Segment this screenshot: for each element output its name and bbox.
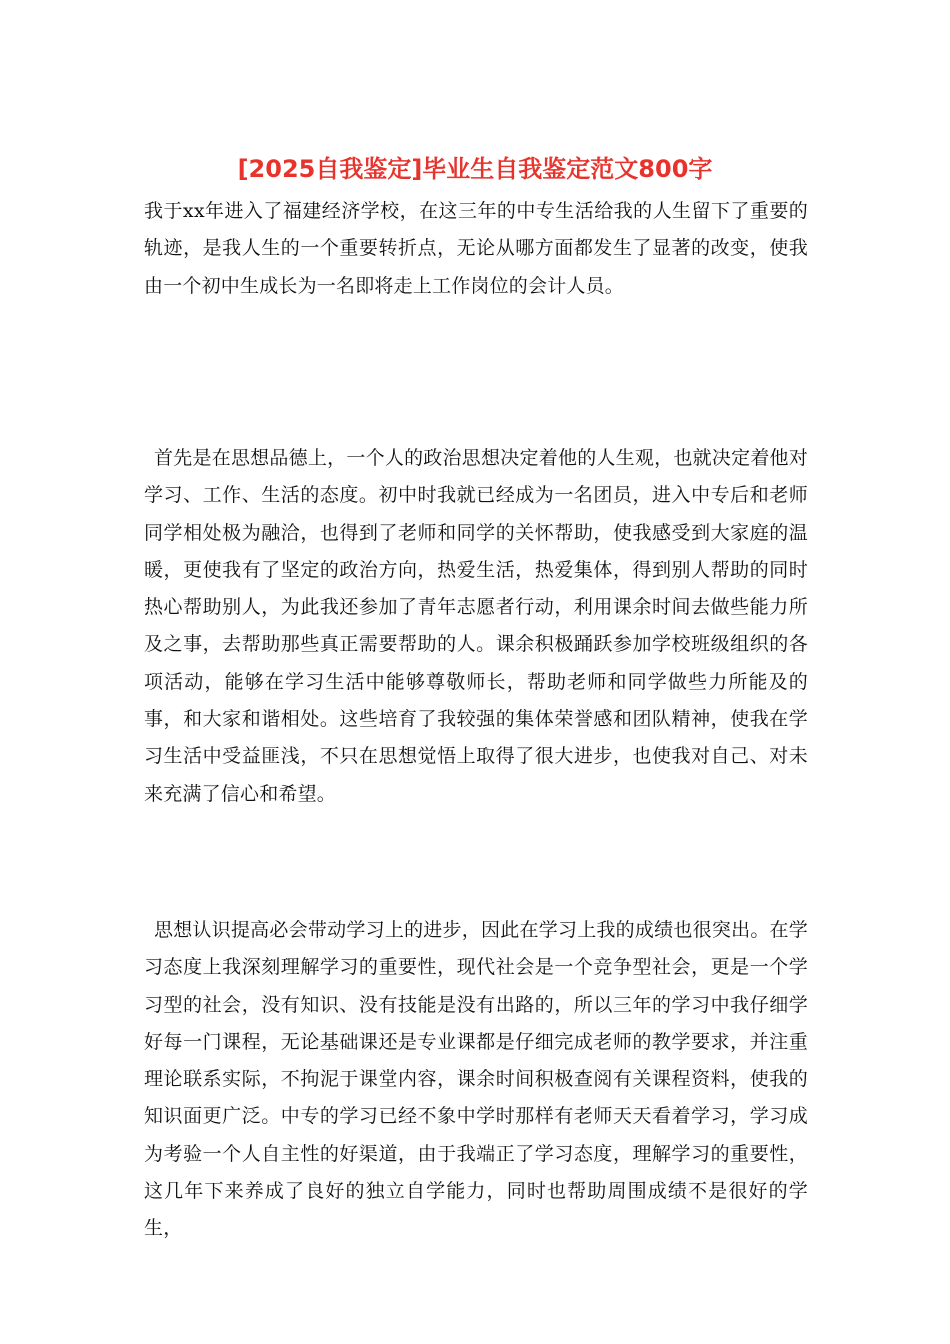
paragraph-ideology: 首先是在思想品德上，一个人的政治思想决定着他的人生观，也就决定着他对学习、工作、生活的态度。初中时我就已经成为一名团员，进入中专后和老师同学相处极为融洽，也得到了老师和同学的关怀帮助，使我感受到大家庭的温暖，更使我有了坚定的政治方向，热爱生活，热爱集体，得到别人帮助的同时热心帮助别人，为此我还参加了青年志愿者行动，利用课余时间去做些能力所及之事，去帮助那些真正需要帮助的人。课余积极踊跃参加学校班级组织的各项活动，能够在学习生活中能够尊敬师长，帮助老师和同学做些力所能及的事，和大家和谐相处。这些培育了我较强的集体荣誉感和团队精神，使我在学习生活中受益匪浅，不只在思想觉悟上取得了很大进步，也使我对自己、对未来充满了信心和希望。: [144, 447, 808, 805]
paragraph-study: 思想认识提高必会带动学习上的进步，因此在学习上我的成绩也很突出。在学习态度上我深刻理解学习的重要性，现代社会是一个竞争型社会，更是一个学习型的社会，没有知识、没有技能是没有出路的，所以三年的学习中我仔细学好每一门课程，无论基础课还是专业课都是仔细完成老师的教学要求，并注重理论联系实际，不拘泥于课堂内容，课余时间积极查阅有关课程资料，使我的知识面更广泛。中专的学习已经不象中学时那样有老师天天看着学习，学习成为考验一个人自主性的好渠道，由于我端正了学习态度，理解学习的重要性，这几年下来养成了良好的独立自学能力，同时也帮助周围成绩不是很好的学生，: [144, 919, 808, 1240]
document-title: [2025自我鉴定]毕业生自我鉴定范文800字: [237, 155, 713, 183]
paragraph-intro: 我于xx年进入了福建经济学校，在这三年的中专生活给我的人生留下了重要的轨迹，是我人生的一个重要转折点，无论从哪方面都发生了显著的改变，使我由一个初中生成长为一名即将走上工作岗位的会计人员。: [144, 200, 808, 297]
